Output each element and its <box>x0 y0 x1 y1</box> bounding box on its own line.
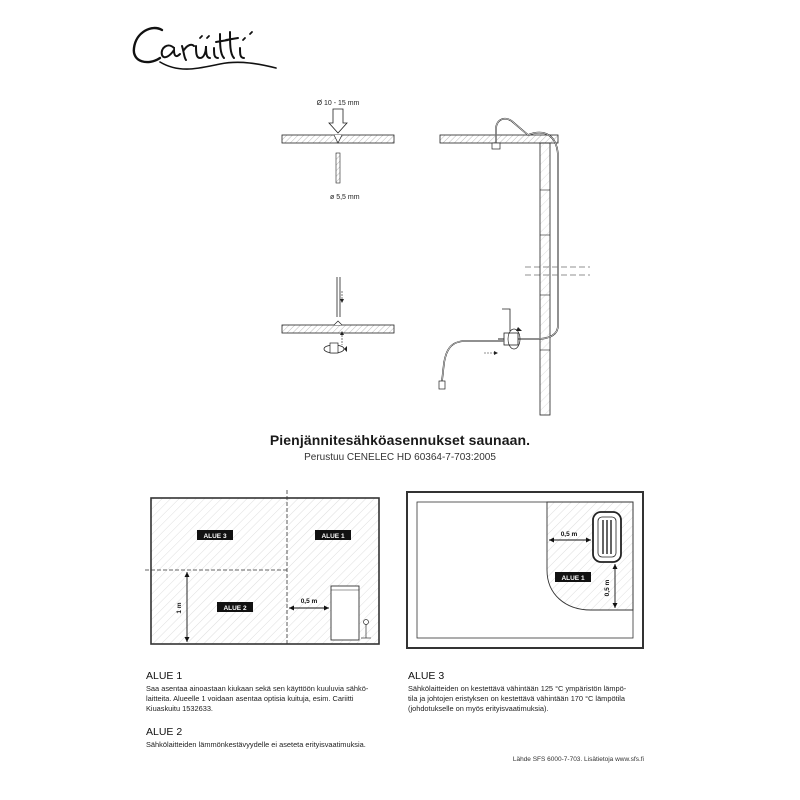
cariitti-logo-signature <box>130 18 280 78</box>
section-alue2-title: ALUE 2 <box>146 726 183 738</box>
diameter-inner-label: ø 5,5 mm <box>330 194 360 201</box>
section-alue3-body <box>408 684 658 714</box>
source-footnote: Lähde SFS 6000-7-703. Lisätietoja www.sfs.fi <box>512 756 644 763</box>
zone1-label: ALUE 1 <box>321 533 345 540</box>
distance-vertical-label: 0,5 m <box>604 579 611 597</box>
section-alue2-line: Sähkölaitteiden lämmönkestävyydelle ei aseteta erityisvaatimuksia. <box>146 740 366 749</box>
section-alue3-title: ALUE 3 <box>408 670 445 682</box>
zone-side-view-plan <box>145 490 385 655</box>
page-subtitle: Perustuu CENELEC HD 60364-7-703:2005 <box>304 452 496 463</box>
height-label: 1 m <box>176 602 183 614</box>
zone-top-view-plan <box>405 490 645 655</box>
distance-horizontal-label: 0,5 m <box>560 531 578 538</box>
section-alue1-title: ALUE 1 <box>146 670 183 682</box>
diameter-outer-label: Ø 10 - 15 mm <box>316 100 360 107</box>
page-title: Pienjännitesähköasennukset saunaan. <box>269 432 531 448</box>
section-alue1-body <box>146 684 391 714</box>
ceiling-drill-drawing <box>282 100 394 201</box>
section-alue3-line: (johdotukselle on myös erityisvaatimuksia). <box>408 704 549 713</box>
section-alue1-line: laitteita. Alueelle 1 voidaan asentaa optisia kuituja, esim. Cariitti <box>146 694 354 703</box>
zone3-label: ALUE 3 <box>203 533 227 540</box>
section-alue3-line: tila ja johtojen eristyksen on kestettävä vähintään 170 °C lämpötila <box>408 694 625 703</box>
stove-shape <box>331 586 359 640</box>
fiber-insertion-drawing <box>282 277 394 353</box>
section-alue2 <box>146 726 391 750</box>
section-alue2-body <box>146 740 391 750</box>
section-alue1-line: Saa asentaa ainoastaan kiukaan sekä sen käyttöön kuuluvia sähkö- <box>146 684 369 693</box>
section-alue1-line: Kiuaskuitu 1532633. <box>146 704 213 713</box>
distance-label: 0,5 m <box>300 598 318 605</box>
zone1-label: ALUE 1 <box>561 575 585 582</box>
zone2-label: ALUE 2 <box>223 605 247 612</box>
section-alue1 <box>146 670 391 714</box>
brand-logo <box>130 18 280 83</box>
section-alue3-line: Sähkölaitteiden on kestettävä vähintään 125 °C ympäristön lämpö- <box>408 684 627 693</box>
section-alue3 <box>408 670 658 714</box>
wall-section-drawing <box>439 119 590 415</box>
installation-drawings <box>270 95 590 430</box>
